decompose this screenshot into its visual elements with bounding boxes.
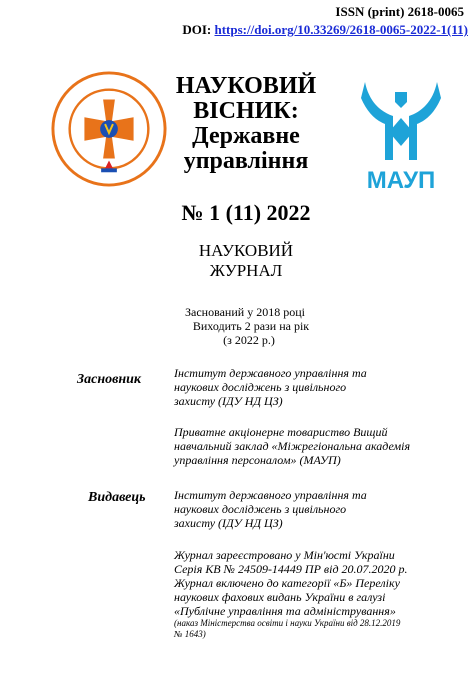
founded-info: [160, 305, 330, 347]
publisher-org: [174, 488, 444, 530]
publisher-org-line: Інститут державного управління та: [174, 488, 367, 502]
journal-type-line: НАУКОВИЙ: [198, 241, 294, 260]
registration-note: № 1643): [174, 629, 206, 639]
registration-line: Журнал включено до категорії «Б» Переліку: [174, 576, 400, 590]
founded-line: Заснований у 2018 році: [185, 305, 305, 319]
registration-note: (наказ Міністерства освіти і науки України від 28.12.2019: [174, 618, 401, 628]
founder-org-1-line: наукових досліджень з цивільного: [174, 380, 347, 394]
maup-logo-text: МАУП: [366, 167, 436, 194]
publisher-org-line: захисту (ІДУ НД ЦЗ): [174, 516, 283, 530]
registration-line: наукових фахових видань України в галузі: [174, 590, 386, 604]
issue-number: № 1 (11) 2022: [181, 200, 311, 225]
registration-line: Журнал зареєстровано у Мін'юсті України: [174, 548, 395, 562]
frequency-note: (з 2022 р.): [223, 333, 275, 347]
maup-logo-icon: [345, 74, 457, 196]
journal-type-line: ЖУРНАЛ: [209, 261, 283, 280]
founder-org-1-line: захисту (ІДУ НД ЦЗ): [174, 394, 283, 408]
founder-org-2-line: навчальний заклад «Міжрегіональна академія: [174, 439, 411, 453]
founder-label: Засновник: [77, 372, 142, 387]
journal-title: [166, 74, 326, 174]
founder-org-2-line: Приватне акціонерне товариство Вищий: [174, 425, 388, 439]
institute-emblem-icon: [50, 70, 168, 188]
founder-org-1: [174, 366, 444, 408]
founder-org-2: [174, 425, 444, 467]
issn-line: ISSN (print) 2618-0065: [335, 4, 464, 19]
registration-line: Серія КВ № 24509-14449 ПР від 20.07.2020 р.: [174, 562, 408, 576]
title-line: ВІСНИК:: [193, 98, 299, 124]
registration-line: «Публічне управління та адміністрування»: [174, 604, 396, 618]
frequency-line: Виходить 2 рази на рік: [192, 319, 310, 333]
doi-label: DOI:: [182, 22, 212, 37]
doi-line: [182, 22, 468, 38]
founder-org-1-line: Інститут державного управління та: [174, 366, 367, 380]
doi-link[interactable]: https://doi.org/10.33269/2618-0065-2022-1(11): [214, 22, 468, 37]
title-line: НАУКОВИЙ: [175, 73, 317, 99]
publisher-label: Видавець: [88, 490, 146, 505]
publisher-org-line: наукових досліджень з цивільного: [174, 502, 347, 516]
founder-org-2-line: управління персоналом» (МАУП): [174, 453, 341, 467]
journal-type: [166, 241, 326, 281]
registration-info: [174, 548, 444, 640]
title-line: управління: [183, 148, 309, 174]
title-line: Державне: [192, 123, 300, 149]
